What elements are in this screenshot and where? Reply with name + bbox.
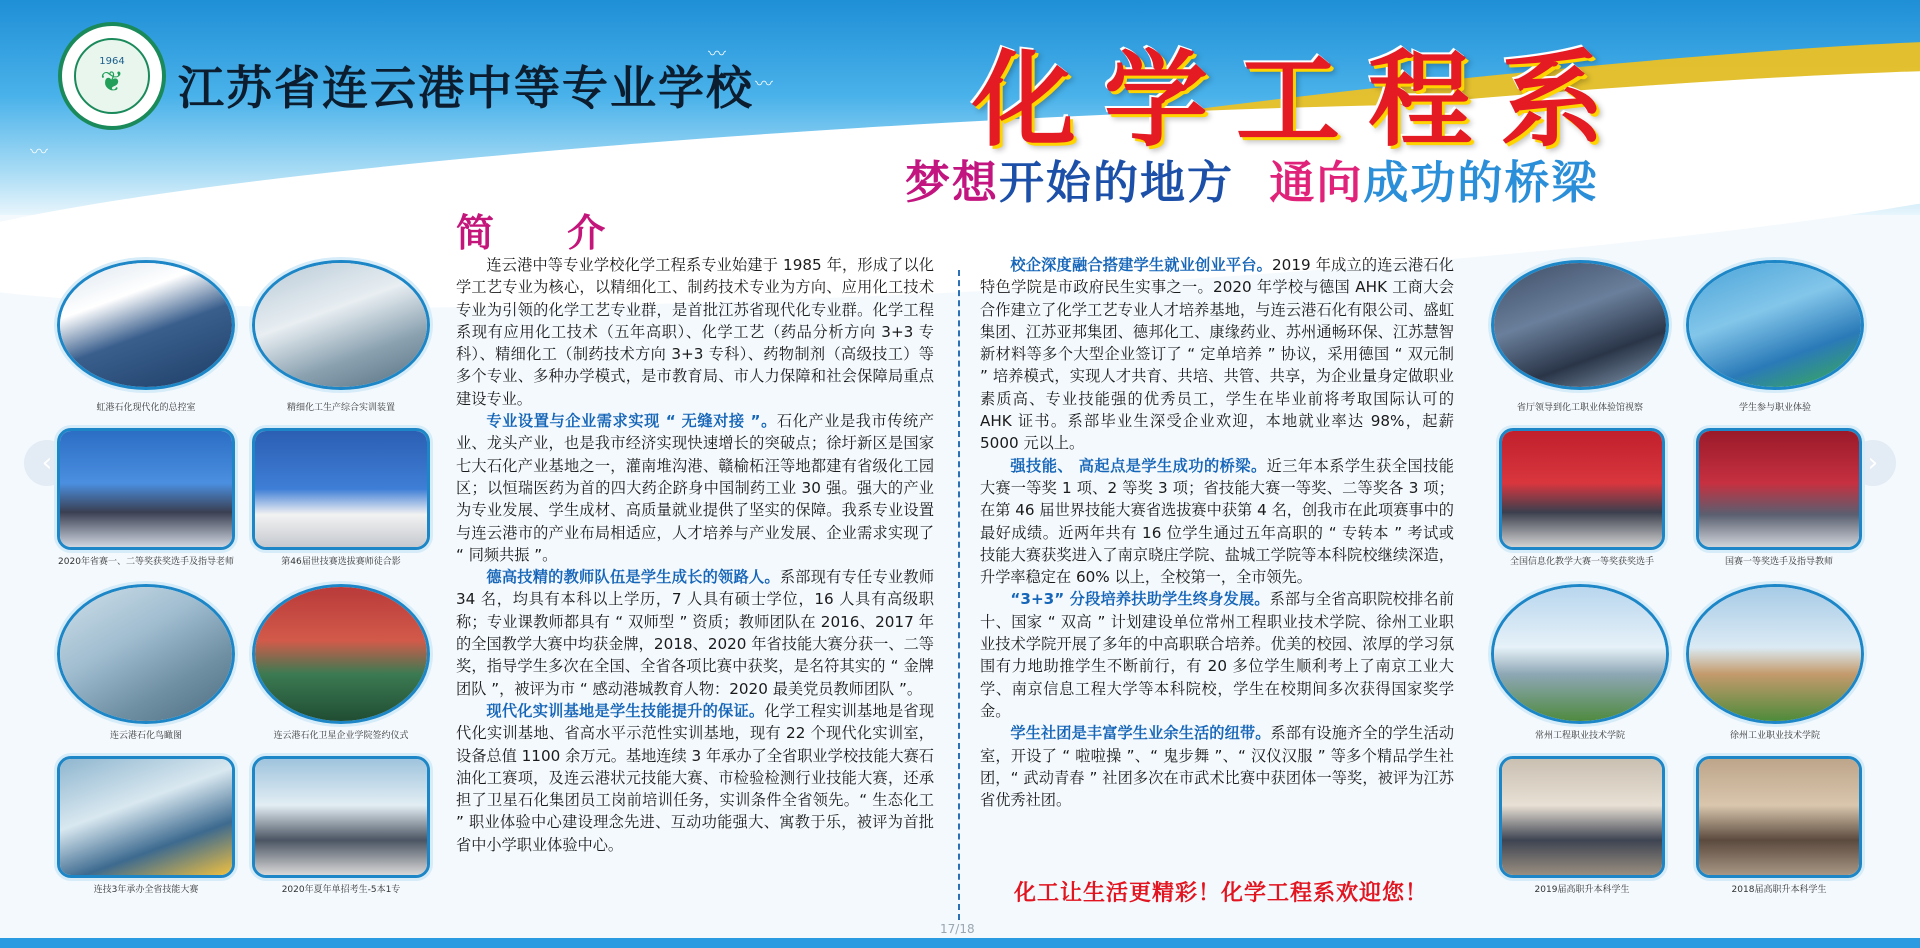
- photo-caption: 省厅领导到化工职业体验馆视察: [1516, 403, 1643, 413]
- photo-caption: 全国信息化教学大赛一等奖获奖选手: [1509, 557, 1654, 567]
- school-name: 江苏省连云港中等专业学校: [178, 61, 754, 115]
- intro-column-left: [456, 254, 934, 856]
- column-divider: [958, 270, 960, 920]
- photo-caption: 第46届世技赛选拔赛师徒合影: [281, 557, 401, 567]
- intro-paragraph: 德高技精的教师队伍是学生成长的领路人。系部现有专任专业教师 34 名，均具有本科以上学历，7 人具有硕士学位，16 人具有高级职称；专业课教师都具有 “ 双师型 ” 资质；教师团队在 2016、2017 年的全国教学大赛中均获金牌，2018、2020 年省技能大赛分获一、二等奖，指导学生多次在全国、全省各项比赛中获奖，是名符其实的 “ 金牌团队 ”，被评为市 “ 感动港城教育人物：2020 最美党员教师团队 ”。: [456, 568, 935, 698]
- intro-column-right: [980, 254, 1454, 811]
- photo-leader-visit: [1491, 260, 1669, 390]
- photo-caption: 2020年夏年单招考生-5本1专: [281, 885, 401, 895]
- department-title: 化学工程系: [972, 39, 1633, 161]
- intro-paragraph: 现代化实训基地是学生技能提升的保证。化学工程实训基地是省现代化实训基地、省高水平示范性实训基地，现有 22 个现代化实训室，设备总值 1100 余万元。基地连续 3 年承办了全省职业学校技能大赛石油化工赛项，及连云港状元技能大赛、市检验检测行业技能大赛，还承担了卫星石化集团员工岗前培训任务，实训条件全省领先。“ 生态化工 ” 职业体验中心建设理念先进、互动功能强大、寓教于乐，被评为首批省中小学职业体验中心。: [456, 701, 935, 854]
- closing-slogan: 化工让生活更精彩！化学工程系欢迎您！: [1014, 881, 1429, 906]
- photo-caption: 徐州工业职业技术学院: [1729, 731, 1820, 741]
- logo-swan-icon: ❦: [100, 64, 124, 98]
- photo-changzhou-college: [1491, 584, 1669, 724]
- slogan-part2a: 通向: [1269, 156, 1364, 209]
- photo-caption: 连云港石化卫星企业学院签约仪式: [273, 731, 409, 741]
- photo-award-group: [57, 428, 235, 550]
- intro-paragraph: 连云港中等专业学校化学工程系专业始建于 1985 年，形成了以化学工艺专业为核心，以精细化工、制药技术专业为方向、应用化工技术专业为引领的化学工艺专业群，是首批江苏省现代化专业群。化学工程系现有应用化工技术（五年高职）、化学工艺（药品分析方向 3+3 专科）、精细化工（制药技术方向 3+3 专科）、药物制剂（高级技工）等多个专业、多种办学模式，是市教育局、市人力保障和社会保障局重点建设专业。: [456, 256, 934, 408]
- intro-paragraph: 强技能、 高起点是学生成功的桥梁。近三年本系学生获全国技能大赛一等奖 1 项、2 等奖 3 项；省技能大赛一等奖、二等奖各 3 项；在第 46 届世界技能大赛省选拔赛中获第 4 名，创我市在此项赛事中的最好成绩。近两年共有 16 位学生通过五年高职的 “ 专转本 ” 考试或技能大赛获奖进入了南京晓庄学院、盐城工学院等本科院校继续深造，升学率稳定在 60% 以上，全校第一，全市领先。: [980, 456, 1454, 587]
- photo-mentor-group: [252, 428, 430, 550]
- photo-caption: 虹港石化现代化的总控室: [96, 403, 196, 413]
- photo-graduates: [252, 756, 430, 878]
- slogan-part2b: 成功的桥梁: [1363, 156, 1599, 209]
- school-logo: [58, 22, 166, 130]
- slogan-part1b: 开始的地方: [999, 156, 1235, 209]
- photo-caption: 2020年省赛一、二等奖获奖选手及指导老师: [58, 557, 234, 567]
- photo-aerial-view: [57, 584, 235, 724]
- photo-skills-contest: [57, 756, 235, 878]
- intro-heading: 简 介: [456, 210, 636, 255]
- photo-caption: 学生参与职业体验: [1738, 403, 1811, 413]
- photo-2019-graduates: [1499, 756, 1665, 878]
- slogan-part1a: 梦想: [905, 156, 1000, 209]
- school-logo-emblem: [74, 38, 150, 114]
- photo-teaching-contest: [1499, 428, 1665, 550]
- seagull-icon: 〰: [708, 44, 726, 65]
- photo-caption: 常州工程职业技术学院: [1534, 731, 1625, 741]
- photo-control-room: [57, 260, 235, 390]
- photo-caption: 2019届高职升本科学生: [1534, 885, 1630, 895]
- slogan: [905, 146, 1598, 211]
- photo-signing-ceremony: [252, 584, 430, 724]
- photo-xuzhou-college: [1686, 584, 1864, 724]
- bottom-bar: [0, 938, 1920, 948]
- seagull-icon: 〰: [30, 142, 48, 163]
- photo-national-award: [1696, 428, 1862, 550]
- photo-training-unit: [252, 260, 430, 390]
- photo-caption: 精细化工生产综合实训装置: [286, 403, 395, 413]
- intro-paragraph: 学生社团是丰富学生业余生活的纽带。系部有设施齐全的学生活动室，开设了 “ 啦啦操 ”、“ 鬼步舞 ”、“ 汉仪汉服 ” 等多个精品学生社团，“ 武动青春 ” 社团多次在市武术比赛中获团体一等奖，被评为江苏省优秀社团。: [980, 724, 1455, 810]
- page-indicator: 17/18: [940, 922, 975, 936]
- intro-paragraph: “3+3” 分段培养扶助学生终身发展。系部与全省高职院校排名前十、国家 “ 双高 ” 计划建设单位常州工程职业技术学院、徐州工业职业技术学院开展了多年的中高职联合培养。优美的校园、浓厚的学习氛围有力地助推学生不断前行，有 20 多位学生顺利考上了南京工业大学、南京信息工程大学等本科院校，学生在校期间多次获得国家奖学金。: [980, 590, 1455, 720]
- photo-caption: 2018届高职升本科学生: [1731, 885, 1827, 895]
- photo-caption: 连技3年承办全省技能大赛: [93, 885, 199, 895]
- intro-paragraph: 校企深度融合搭建学生就业创业平台。2019 年成立的连云港石化特色学院是市政府民生实事之一。2020 年学校与德国 AHK 工商大会合作建立了化学工艺专业人才培养基地，与连云港石化有限公司、盛虹集团、江苏亚邦集团、德邦化工、康缘药业、苏州通畅环保、江苏慧智新材料等多个大型企业签订了 “ 定单培养 ” 协议，采用德国 “ 双元制 ” 培养模式，实现人才共育、共培、共管、共享，为企业量身定做职业素质高、专业技能强的优秀员工，学生在毕业前将考取国际认可的 AHK 证书。系部毕业生深受企业欢迎，本地就业率达 98%，起薪 5000 元以上。: [980, 256, 1454, 453]
- photo-caption: 国赛一等奖选手及指导教师: [1724, 557, 1833, 567]
- chevron-left-icon: ‹: [41, 448, 53, 478]
- intro-paragraph: 专业设置与企业需求实现 “ 无缝对接 ”。石化产业是我市传统产业、龙头产业，也是我市经济实现快速增长的突破点；徐圩新区是国家七大石化产业基地之一，灌南堆沟港、赣榆柘汪等地都建有省级化工园区；以恒瑞医药为首的四大药企跻身中国制药工业 30 强。强大的产业为专业发展、学生成材、高质量就业提供了坚实的保障。我系专业设置与连云港市的产业布局相适应，人才培养与产业发展、企业需求实现了 “ 同频共振 ”。: [456, 412, 935, 564]
- logo-year: 1964: [99, 55, 125, 67]
- seagull-icon: 〰: [755, 74, 773, 95]
- photo-career-experience: [1686, 260, 1864, 390]
- photo-caption: 连云港石化鸟瞰图: [109, 731, 182, 741]
- photo-2018-graduates: [1696, 756, 1862, 878]
- chevron-right-icon: ›: [1867, 448, 1879, 478]
